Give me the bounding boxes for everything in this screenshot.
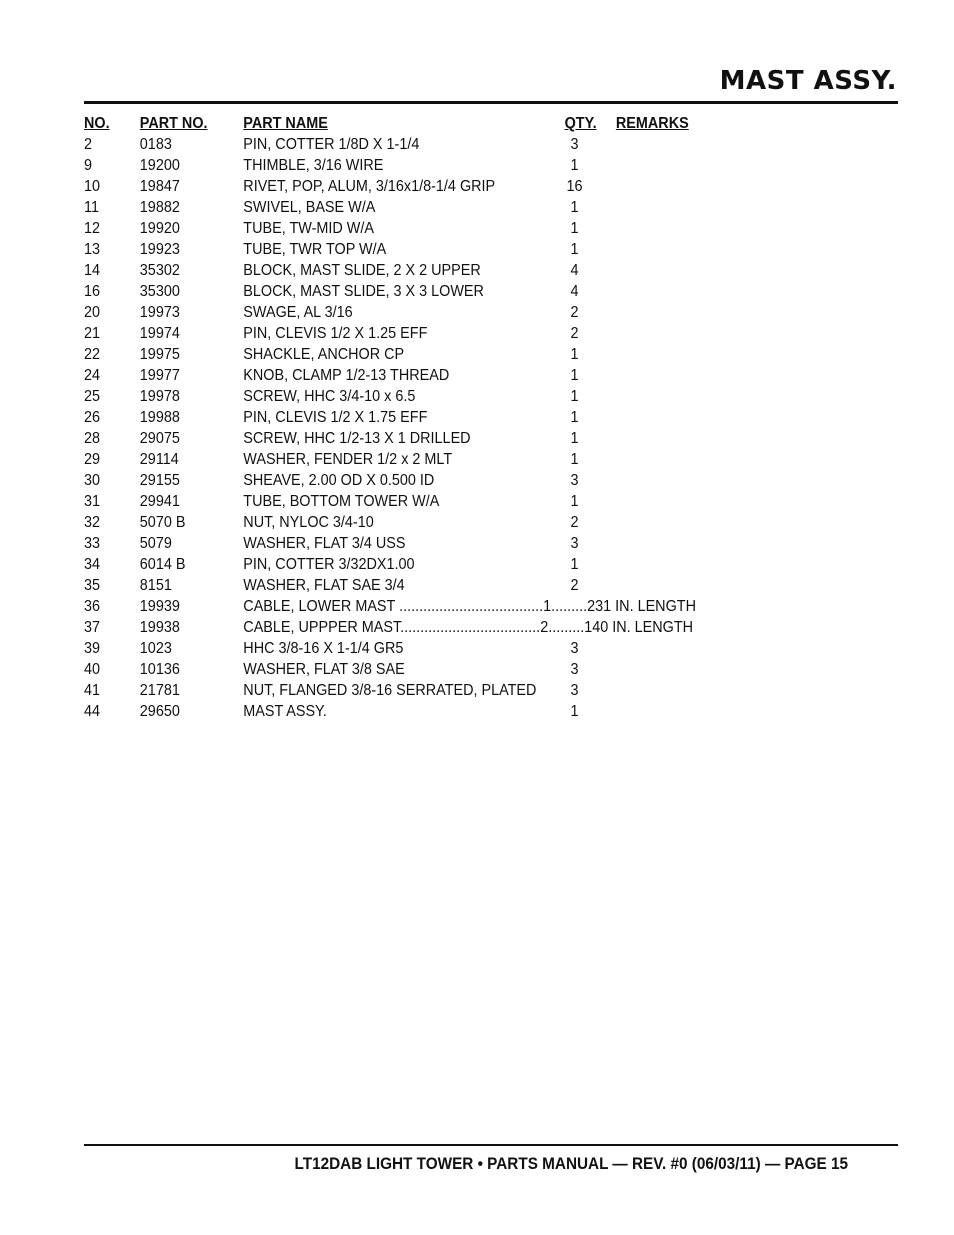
- row-remarks: 231 IN. LENGTH: [587, 598, 696, 615]
- header-part-no: PART NO.: [139, 115, 208, 132]
- row-part-no: 19920: [139, 220, 180, 237]
- table-row: [84, 533, 696, 554]
- row-no: 13: [84, 241, 101, 258]
- row-no: 10: [84, 178, 101, 195]
- row-part-no: 29155: [139, 472, 180, 489]
- row-qty: 1: [570, 346, 579, 363]
- footer-rule: [84, 1144, 898, 1146]
- table-row: [84, 239, 696, 260]
- header-qty: QTY.: [564, 115, 597, 132]
- row-part-no: 19882: [139, 199, 180, 216]
- row-qty: 3: [570, 472, 579, 489]
- row-part-no: 19975: [139, 346, 180, 363]
- table-header-row: [84, 113, 696, 134]
- row-no: 16: [84, 283, 101, 300]
- row-part-name: TUBE, TWR TOP W/A: [243, 241, 387, 258]
- row-no: 28: [84, 430, 101, 447]
- row-part-no: 19200: [139, 157, 180, 174]
- row-part-name: SWIVEL, BASE W/A: [243, 199, 376, 216]
- row-part-name-text: CABLE, UPPPER MAST: [243, 619, 401, 636]
- table-row: [84, 638, 696, 659]
- row-qty: 1: [570, 430, 579, 447]
- row-qty: 1: [570, 703, 579, 720]
- row-qty: 1: [570, 556, 579, 573]
- row-qty: 3: [570, 136, 579, 153]
- row-qty: 1: [570, 220, 579, 237]
- row-qty: 1: [570, 199, 579, 216]
- row-no: 26: [84, 409, 101, 426]
- page-footer: LT12DAB LIGHT TOWER • PARTS MANUAL — REV. #0 (06/03/11) — PAGE 15: [294, 1154, 848, 1173]
- leader-dots: ....................................: [399, 598, 544, 615]
- table-row: [84, 428, 696, 449]
- row-qty: 4: [570, 283, 579, 300]
- table-row: [84, 260, 696, 281]
- header-rule: [84, 101, 898, 104]
- row-part-name: TUBE, TW-MID W/A: [243, 220, 374, 237]
- row-no: 11: [84, 199, 99, 216]
- table-row-with-remark: [84, 617, 696, 638]
- row-part-name: [243, 596, 696, 617]
- row-part-no: 19939: [139, 598, 180, 615]
- row-no: 12: [84, 220, 101, 237]
- row-no: 9: [84, 157, 93, 174]
- row-part-name: NUT, FLANGED 3/8-16 SERRATED, PLATED: [243, 682, 537, 699]
- row-part-no: 19847: [139, 178, 180, 195]
- row-part-name-text: CABLE, LOWER MAST: [243, 598, 396, 615]
- table-row: [84, 197, 696, 218]
- row-part-name: MAST ASSY.: [243, 703, 327, 720]
- row-qty: 3: [570, 682, 579, 699]
- table-row: [84, 491, 696, 512]
- row-part-name: SCREW, HHC 1/2-13 X 1 DRILLED: [243, 430, 471, 447]
- leader-dots: ...................................: [400, 619, 541, 636]
- row-part-name: BLOCK, MAST SLIDE, 2 X 2 UPPER: [243, 262, 481, 279]
- row-part-name: RIVET, POP, ALUM, 3/16x1/8-1/4 GRIP: [243, 178, 496, 195]
- row-part-no: 0183: [139, 136, 172, 153]
- row-part-name: WASHER, FENDER 1/2 x 2 MLT: [243, 451, 453, 468]
- row-part-name: THIMBLE, 3/16 WIRE: [243, 157, 384, 174]
- row-part-no: 35302: [139, 262, 180, 279]
- table-row: [84, 323, 696, 344]
- row-part-name: BLOCK, MAST SLIDE, 3 X 3 LOWER: [243, 283, 484, 300]
- row-no: 31: [84, 493, 101, 510]
- row-qty: 1: [570, 493, 579, 510]
- table-row: [84, 701, 696, 722]
- table-row: [84, 554, 696, 575]
- row-part-name: TUBE, BOTTOM TOWER W/A: [243, 493, 440, 510]
- row-part-no: 5079: [139, 535, 172, 552]
- header-remarks: REMARKS: [615, 115, 689, 132]
- table-row: [84, 575, 696, 596]
- table-row: [84, 302, 696, 323]
- row-part-no: 10136: [139, 661, 180, 678]
- row-part-no: 6014 B: [139, 556, 186, 573]
- row-qty: 1: [570, 388, 579, 405]
- row-no: 30: [84, 472, 101, 489]
- row-qty: 2: [570, 514, 579, 531]
- row-part-name: KNOB, CLAMP 1/2-13 THREAD: [243, 367, 450, 384]
- row-qty: 1: [570, 409, 579, 426]
- row-qty: 2: [570, 304, 579, 321]
- table-row: [84, 470, 696, 491]
- row-part-no: 29114: [139, 451, 179, 468]
- row-part-name: PIN, COTTER 3/32DX1.00: [243, 556, 415, 573]
- row-part-name: PIN, COTTER 1/8D X 1-1/4: [243, 136, 420, 153]
- row-remarks: 140 IN. LENGTH: [584, 619, 694, 636]
- row-qty: 3: [570, 640, 579, 657]
- row-no: 40: [84, 661, 101, 678]
- table-row: [84, 344, 696, 365]
- table-row: [84, 407, 696, 428]
- row-part-no: 8151: [139, 577, 172, 594]
- row-no: 39: [84, 640, 101, 657]
- row-part-no: 19938: [139, 619, 180, 636]
- row-no: 25: [84, 388, 101, 405]
- row-no: 20: [84, 304, 101, 321]
- row-qty: 1: [570, 367, 579, 384]
- row-qty: 4: [570, 262, 579, 279]
- row-part-name: SHACKLE, ANCHOR CP: [243, 346, 405, 363]
- row-part-no: 29941: [139, 493, 180, 510]
- row-no: 14: [84, 262, 101, 279]
- row-no: 33: [84, 535, 101, 552]
- table-row: [84, 512, 696, 533]
- row-part-name: WASHER, FLAT 3/8 SAE: [243, 661, 405, 678]
- row-no: 35: [84, 577, 101, 594]
- row-part-no: 21781: [139, 682, 180, 699]
- row-part-name: SCREW, HHC 3/4-10 x 6.5: [243, 388, 416, 405]
- row-no: 36: [84, 598, 101, 615]
- table-row: [84, 176, 696, 197]
- row-no: 34: [84, 556, 101, 573]
- table-row: [84, 365, 696, 386]
- row-qty: 2: [570, 325, 579, 342]
- row-part-no: 19977: [139, 367, 180, 384]
- table-row: [84, 449, 696, 470]
- row-no: 21: [84, 325, 101, 342]
- row-part-no: 29075: [139, 430, 180, 447]
- row-no: 24: [84, 367, 101, 384]
- row-no: 32: [84, 514, 101, 531]
- row-no: 22: [84, 346, 101, 363]
- row-qty: 3: [570, 535, 579, 552]
- row-qty: 3: [570, 661, 579, 678]
- row-qty: 16: [566, 178, 583, 195]
- row-part-name: WASHER, FLAT SAE 3/4: [243, 577, 405, 594]
- header-no: NO.: [84, 115, 110, 132]
- row-no: 41: [84, 682, 101, 699]
- table-row: [84, 218, 696, 239]
- table-row: [84, 386, 696, 407]
- row-part-name: PIN, CLEVIS 1/2 X 1.25 EFF: [243, 325, 428, 342]
- row-qty: 1: [543, 598, 552, 615]
- row-qty: 2: [540, 619, 549, 636]
- table-row: [84, 680, 696, 701]
- table-row: [84, 155, 696, 176]
- row-part-name: SWAGE, AL 3/16: [243, 304, 353, 321]
- row-qty: 1: [570, 157, 579, 174]
- table-row: [84, 659, 696, 680]
- row-part-no: 1023: [139, 640, 172, 657]
- row-qty: 2: [570, 577, 579, 594]
- row-no: 29: [84, 451, 101, 468]
- row-no: 37: [84, 619, 101, 636]
- row-part-no: 35300: [139, 283, 180, 300]
- row-part-no: 19973: [139, 304, 180, 321]
- row-part-no: 19974: [139, 325, 180, 342]
- row-no: 44: [84, 703, 101, 720]
- table-row: [84, 281, 696, 302]
- row-part-name: WASHER, FLAT 3/4 USS: [243, 535, 406, 552]
- row-part-no: 29650: [139, 703, 180, 720]
- parts-table: [84, 113, 764, 722]
- row-part-name: [243, 617, 693, 638]
- page-title: MAST ASSY.: [719, 66, 897, 96]
- row-part-name: PIN, CLEVIS 1/2 X 1.75 EFF: [243, 409, 428, 426]
- header-part-name: PART NAME: [243, 115, 328, 132]
- row-part-name: HHC 3/8-16 X 1-1/4 GR5: [243, 640, 404, 657]
- table-row: [84, 134, 696, 155]
- row-part-no: 19923: [139, 241, 180, 258]
- row-part-no: 19988: [139, 409, 180, 426]
- row-no: 2: [84, 136, 93, 153]
- row-part-no: 19978: [139, 388, 180, 405]
- row-qty: 1: [570, 451, 579, 468]
- leader-dots: .........: [548, 619, 585, 636]
- row-part-name: NUT, NYLOC 3/4-10: [243, 514, 374, 531]
- row-part-no: 5070 B: [139, 514, 186, 531]
- row-part-name: SHEAVE, 2.00 OD X 0.500 ID: [243, 472, 435, 489]
- table-row-with-remark: [84, 596, 696, 617]
- row-qty: 1: [570, 241, 579, 258]
- leader-dots: .........: [551, 598, 588, 615]
